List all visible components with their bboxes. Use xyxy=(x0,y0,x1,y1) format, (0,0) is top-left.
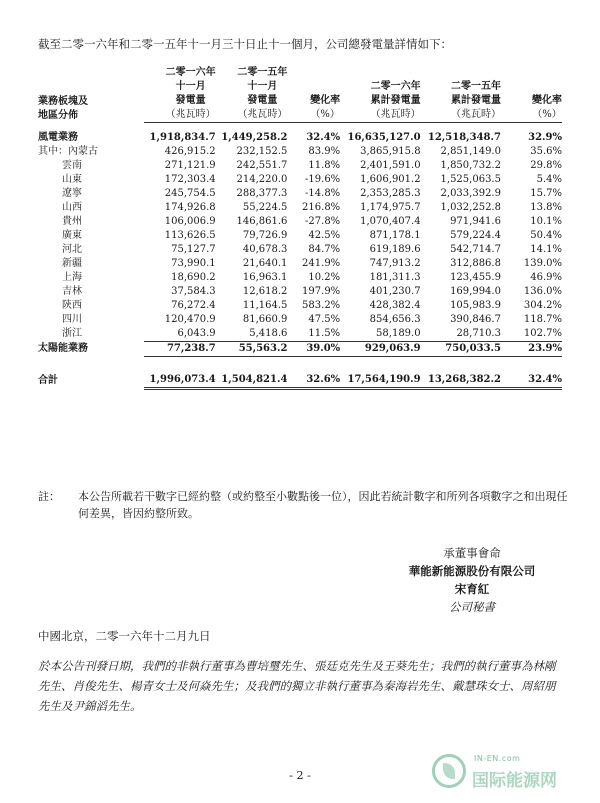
signature-line: 承董事會命 xyxy=(443,546,501,560)
cell: 929,063.9 xyxy=(340,342,420,357)
cell: 55,224.5 xyxy=(242,202,288,213)
cell: 105,983.9 xyxy=(450,300,501,311)
cell: 12,518,348.7 xyxy=(427,132,501,143)
cell: 1,174,975.7 xyxy=(360,202,421,213)
cell: 1,850,732.2 xyxy=(440,160,501,171)
cell: 58,189.0 xyxy=(340,327,420,342)
cell: 55,563.2 xyxy=(216,342,288,357)
table-row-solar xyxy=(38,342,562,357)
cell: 232,152.5 xyxy=(236,146,288,157)
cell: 579,224.4 xyxy=(450,230,501,241)
cell: 14.1% xyxy=(530,244,562,255)
row-label: 遼寧 xyxy=(62,188,82,199)
table-row xyxy=(38,229,562,243)
cell: 619,189.6 xyxy=(369,244,421,255)
cell: 120,470.9 xyxy=(164,314,216,325)
table-row xyxy=(38,257,562,271)
cell: 2,353,285.3 xyxy=(360,188,421,199)
cell: 10.1% xyxy=(530,216,562,227)
cell: 3,865,915.8 xyxy=(360,146,421,157)
cell: 32.4% xyxy=(306,132,341,143)
row-label: 太陽能業務 xyxy=(38,343,88,354)
cell: 16,963.1 xyxy=(242,272,288,283)
cell: 181,311.3 xyxy=(369,272,421,283)
cell: 214,220.0 xyxy=(236,174,288,185)
cell: 426,915.2 xyxy=(164,146,216,157)
cell: 13.8% xyxy=(530,202,562,213)
cell: -14.8% xyxy=(305,188,341,199)
cell: 73,990.1 xyxy=(171,258,216,269)
table-row xyxy=(38,271,562,285)
table-row-total xyxy=(38,373,562,389)
row-label: 山東 xyxy=(62,174,82,185)
cell: 312,886.8 xyxy=(450,258,501,269)
cell: 288,377.3 xyxy=(236,188,288,199)
signature-block xyxy=(382,544,562,616)
table-row xyxy=(38,327,562,342)
cell: 871,178.1 xyxy=(369,230,421,241)
row-label: 浙江 xyxy=(62,328,82,340)
cell: 29.8% xyxy=(530,160,562,171)
cell: 245,754.5 xyxy=(164,188,216,199)
cell: 12,618.2 xyxy=(242,286,288,297)
cell: 304.2% xyxy=(523,300,562,311)
leaf-logo-icon xyxy=(432,754,466,788)
cell: -27.8% xyxy=(305,216,341,227)
cell: 28,710.3 xyxy=(421,327,501,342)
cell: 5,418.6 xyxy=(216,327,288,342)
cell: 35.6% xyxy=(530,146,562,157)
cell: 146,861.6 xyxy=(236,216,288,227)
cell: 1,032,252.8 xyxy=(440,202,501,213)
cell: 23.9% xyxy=(501,342,562,357)
row-label: 陝西 xyxy=(62,300,82,311)
cell: 583.2% xyxy=(302,300,341,311)
header-col1: 二零一六年 十一月 發電量 （兆瓦時） xyxy=(144,66,216,123)
cell: 401,230.7 xyxy=(369,286,421,297)
cell: 136.0% xyxy=(523,286,562,297)
table-row xyxy=(38,299,562,313)
table-row xyxy=(38,173,562,187)
row-label: 山西 xyxy=(62,202,82,213)
cell: 1,525,063.5 xyxy=(440,174,501,185)
row-label: 四川 xyxy=(62,314,82,325)
table-row xyxy=(38,201,562,215)
cell: 1,918,834.7 xyxy=(149,132,216,143)
cell: 102.7% xyxy=(501,327,562,342)
row-label: 風電業務 xyxy=(38,132,78,143)
signature-title: 公司秘書 xyxy=(449,600,495,614)
table-row xyxy=(38,159,562,173)
directors-statement: 於本公告刊發日期，我們的非執行董事為曹培璽先生、張廷克先生及王葵先生；我們的執行董事為林剛先生、肖俊先生、楊青女士及何焱先生；及我們的獨立非執行董事為秦海岩先生、戴慧珠女士、周紹朋先生及尹錦滔先生。 xyxy=(38,659,556,713)
cell: 542,714.7 xyxy=(450,244,501,255)
cell: 1,996,073.4 xyxy=(144,373,216,389)
cell: 172,303.4 xyxy=(164,174,216,185)
watermark xyxy=(432,752,582,792)
signature-company: 華能新能源股份有限公司 xyxy=(408,564,536,578)
cell: 197.9% xyxy=(302,286,341,297)
cell: 1,504,821.4 xyxy=(216,373,288,389)
cell: 106,006.9 xyxy=(164,216,216,227)
table-row xyxy=(38,313,562,327)
cell: 32.4% xyxy=(501,373,562,389)
cell: 76,272.4 xyxy=(171,300,216,311)
cell: 2,401,591.0 xyxy=(360,160,421,171)
cell: 77,238.7 xyxy=(144,342,216,357)
watermark-brand: 国际能源网 xyxy=(472,771,557,791)
cell: 428,382.4 xyxy=(369,300,421,311)
watermark-url: IN-EN.com xyxy=(474,754,521,763)
cell: 139.0% xyxy=(523,258,562,269)
header-col2: 二零一五年 十一月 發電量 （兆瓦時） xyxy=(216,66,288,123)
table-row xyxy=(38,215,562,229)
cell: 32.9% xyxy=(528,132,562,143)
cell: 11,164.5 xyxy=(242,300,288,311)
cell: 174,926.8 xyxy=(164,202,216,213)
cell: 83.9% xyxy=(308,146,341,157)
footnote-text: 本公告所載若干數字已經約整（或約整至小數點後一位），因此若統計數字和所列各項數字之和出現任何差異，皆因約整所致。 xyxy=(78,490,568,520)
cell: 17,564,190.9 xyxy=(340,373,420,389)
cell: 113,626.5 xyxy=(164,230,216,241)
cell: 123,455.9 xyxy=(450,272,501,283)
cell: 18,690.2 xyxy=(171,272,216,283)
cell: 971,941.6 xyxy=(450,216,501,227)
cell: 1,449,258.2 xyxy=(221,132,288,143)
cell: 242,551.7 xyxy=(236,160,288,171)
cell: -19.6% xyxy=(305,174,341,185)
cell: 39.0% xyxy=(287,342,340,357)
row-label: 雲南 xyxy=(62,160,82,171)
cell: 2,851,149.0 xyxy=(440,146,501,157)
cell: 10.2% xyxy=(308,272,341,283)
header-col4: 二零一六年 累計發電量 （兆瓦時） xyxy=(340,66,420,123)
generation-table xyxy=(38,66,562,390)
place-date: 中國北京，二零一六年十二月九日 xyxy=(38,629,211,643)
table-row xyxy=(38,187,562,201)
signature-name: 宋育紅 xyxy=(454,582,490,596)
cell: 42.5% xyxy=(308,230,341,241)
cell: 118.7% xyxy=(523,314,562,325)
cell: 47.5% xyxy=(308,314,341,325)
cell: 390,846.7 xyxy=(450,314,501,325)
row-label: 其中：內蒙古 xyxy=(38,146,98,157)
cell: 46.9% xyxy=(530,272,562,283)
table-header-row xyxy=(38,66,562,123)
cell: 750,033.5 xyxy=(421,342,501,357)
table-row-wind xyxy=(38,131,562,145)
cell: 11.8% xyxy=(308,160,341,171)
cell: 854,656.3 xyxy=(369,314,421,325)
header-segment: 業務板塊及 地區分佈 xyxy=(38,95,88,121)
intro-text: 截至二零一六年和二零一五年十一月三十日止十一個月，公司總發電量詳情如下： xyxy=(38,37,452,51)
cell: 40,678.3 xyxy=(242,244,288,255)
row-label: 吉林 xyxy=(62,286,82,297)
row-label: 上海 xyxy=(62,272,82,283)
cell: 169,994.0 xyxy=(450,286,501,297)
row-label: 貴州 xyxy=(62,216,82,227)
cell: 84.7% xyxy=(308,244,341,255)
cell: 2,033,392.9 xyxy=(440,188,501,199)
cell: 1,606,901.2 xyxy=(360,174,421,185)
row-label: 新疆 xyxy=(62,258,82,269)
header-col6: 變化率 （%） xyxy=(501,66,562,123)
cell: 79,726.9 xyxy=(242,230,288,241)
cell: 32.6% xyxy=(287,373,340,389)
footnote xyxy=(38,488,568,522)
row-label: 合計 xyxy=(38,374,58,386)
cell: 50.4% xyxy=(530,230,562,241)
cell: 81,660.9 xyxy=(242,314,288,325)
cell: 1,070,407.4 xyxy=(360,216,421,227)
table-row xyxy=(38,285,562,299)
header-col5: 二零一五年 累計發電量 （兆瓦時） xyxy=(421,66,501,123)
cell: 5.4% xyxy=(536,174,562,185)
cell: 37,584.3 xyxy=(171,286,216,297)
cell: 21,640.1 xyxy=(242,258,288,269)
footnote-label: 註： xyxy=(38,490,60,503)
cell: 75,127.7 xyxy=(171,244,216,255)
cell: 15.7% xyxy=(530,188,562,199)
cell: 241.9% xyxy=(302,258,341,269)
page-number: - 2 - xyxy=(289,769,311,782)
table-row xyxy=(38,243,562,257)
row-label: 廣東 xyxy=(62,230,82,241)
cell: 11.5% xyxy=(287,327,340,342)
cell: 747,913.2 xyxy=(369,258,421,269)
row-label: 河北 xyxy=(62,244,82,255)
cell: 6,043.9 xyxy=(144,327,216,342)
cell: 13,268,382.2 xyxy=(421,373,501,389)
cell: 16,635,127.0 xyxy=(347,132,421,143)
table-row xyxy=(38,145,562,159)
cell: 216.8% xyxy=(302,202,341,213)
cell: 271,121.9 xyxy=(164,160,216,171)
header-col3: 變化率 （%） xyxy=(287,66,340,123)
